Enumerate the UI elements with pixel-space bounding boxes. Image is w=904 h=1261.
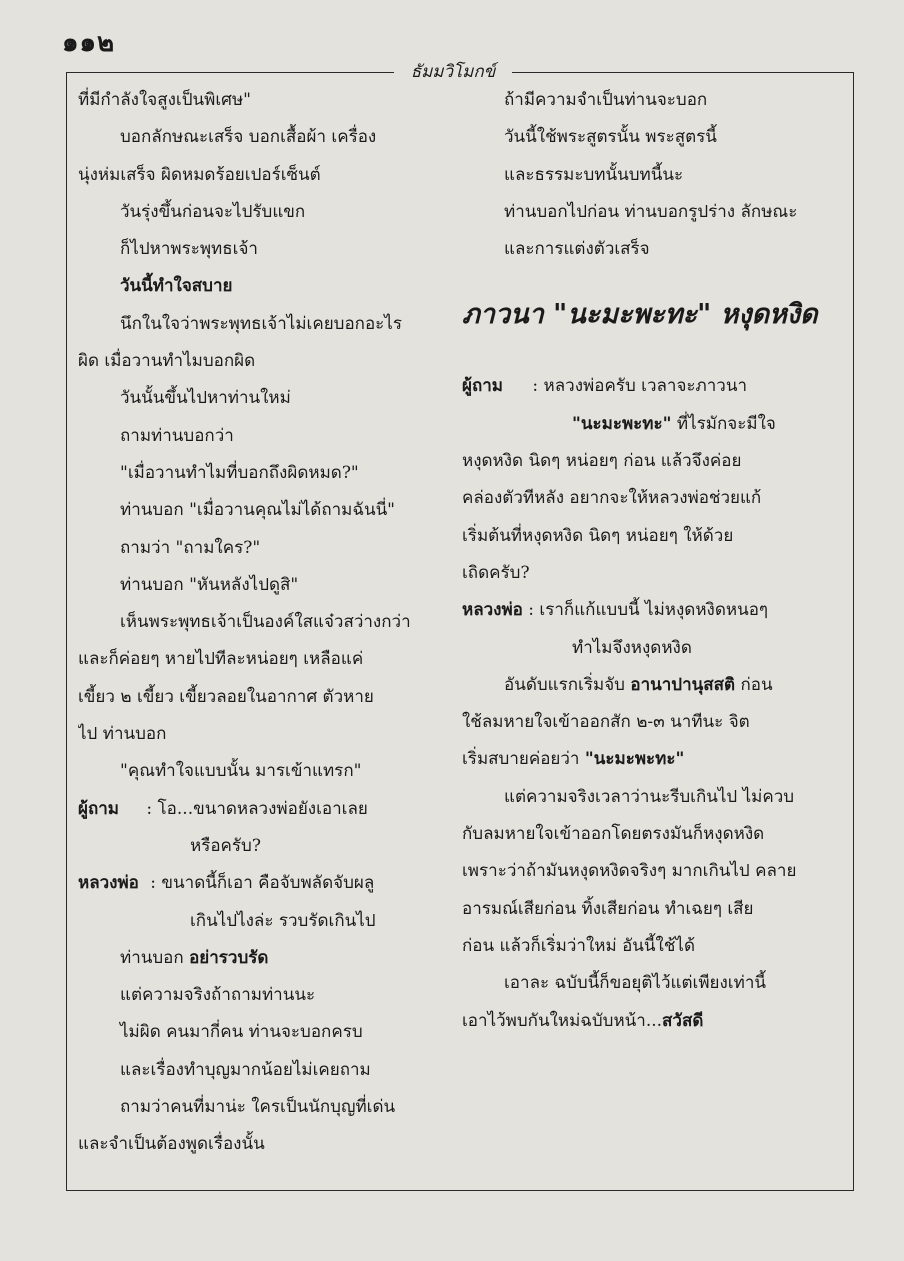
p1-suffix: ก่อน (735, 674, 773, 695)
text-line (462, 741, 822, 778)
text-line: "เมื่อวานทำไมที่บอกถึงผิดหมด?" (120, 462, 359, 483)
told-prefix: ท่านบอก (120, 947, 190, 968)
questioner-label: ผู้ถาม (462, 376, 504, 397)
text-line: ถ้ามีความจำเป็นท่านจะบอก (504, 90, 708, 110)
text-line: "คุณทำใจแบบนั้น มารเข้าแทรก" (120, 761, 362, 782)
text-line: และก็ค่อยๆ หายไปทีละหน่อยๆ เหลือแค่ (78, 649, 364, 670)
told-bold: อย่ารวบรัด (189, 947, 269, 968)
section-title: ภาวนา "นะมะพะทะ" หงุดหงิด (462, 299, 818, 331)
left-column (78, 82, 438, 1164)
text-line: และเรื่องทำบุญมากน้อยไม่เคยถาม (120, 1059, 371, 1080)
text-line: นุ่งห่มเสร็จ ผิดหมดร้อยเปอร์เซ็นต์ (78, 164, 321, 185)
text-line (462, 667, 822, 704)
text-line: เริ่มต้นที่หงุดหงิด นิดๆ หน่อยๆ ให้ด้วย (462, 525, 734, 546)
text-line: ใช้ลมหายใจเข้าออกสัก ๒-๓ นาทีนะ จิต (462, 712, 750, 733)
text-line: ท่านบอก "หันหลังไปดูสิ" (120, 574, 299, 595)
text-line: วันนี้ใช้พระสูตรนั้น พระสูตรนี้ (504, 127, 717, 148)
text-line: และการแต่งตัวเสร็จ (504, 239, 650, 260)
mantra-bold: "นะมะพะทะ" (584, 749, 685, 770)
question-text: ที่ไรมักจะมีใจ (671, 413, 776, 434)
page-number: ๑๑๒ (62, 28, 116, 58)
text-line: ถามว่า "ถามใคร?" (120, 537, 261, 558)
closing-line (462, 1003, 822, 1040)
p1-bold: อานาปานุสสติ (630, 674, 736, 695)
text-line: แต่ความจริงเวลาว่านะรีบเกินไป ไม่ควบ (504, 786, 795, 807)
text-line: และธรรมะบทนั้นบทนี้นะ (504, 164, 684, 185)
answerer-label: หลวงพ่อ (78, 873, 139, 894)
question-text: : โอ...ขนาดหลวงพ่อยังเอาเลย (146, 798, 368, 819)
text-line: กับลมหายใจเข้าออกโดยตรงมันก็หงุดหงิด (462, 824, 765, 845)
text-line: เถิดครับ? (462, 562, 530, 583)
text-line: บอกลักษณะเสร็จ บอกเสื้อผ้า เครื่อง (120, 127, 377, 148)
right-column (462, 82, 822, 1040)
text-line: คล่องตัวทีหลัง อยากจะให้หลวงพ่อช่วยแก้ (462, 488, 762, 509)
answerer-line (462, 592, 822, 629)
p1-prefix: อันดับแรกเริ่มจับ (504, 674, 631, 695)
questioner-line (78, 791, 438, 828)
text-line: หงุดหงิด นิดๆ หน่อยๆ ก่อน แล้วจึงค่อย (462, 451, 742, 472)
text-line: และจำเป็นต้องพูดเรื่องนั้น (78, 1134, 265, 1155)
text-line: อารมณ์เสียก่อน ทิ้งเสียก่อน ทำเฉยๆ เสีย (462, 898, 754, 919)
text-line: ถามว่าคนที่มาน่ะ ใครเป็นนักบุญที่เด่น (120, 1097, 396, 1118)
text-line: ไป ท่านบอก (78, 724, 167, 745)
text-line: ผิด เมื่อวานทำไมบอกผิด (78, 351, 256, 372)
text-line: ก็ไปหาพระพุทธเจ้า (120, 239, 258, 260)
text-line: เอาละ ฉบับนี้ก็ขอยุติไว้แต่เพียงเท่านี้ (504, 973, 766, 994)
closing-bold: สวัสดี (662, 1010, 704, 1031)
text-line: ท่านบอกไปก่อน ท่านบอกรูปร่าง ลักษณะ (504, 201, 798, 222)
text-line: เห็นพระพุทธเจ้าเป็นองค์ใสแจ๋วสว่างกว่า (120, 612, 411, 633)
text-line (462, 406, 822, 443)
text-line: เพราะว่าถ้ามันหงุดหงิดจริงๆ มากเกินไป คลาย (462, 861, 797, 882)
questioner-line (462, 368, 822, 405)
text-line: วันนั้นขึ้นไปหาท่านใหม่ (120, 388, 291, 409)
text-line: ทำไมจึงหงุดหงิด (572, 637, 692, 658)
text-line: เกินไปไงล่ะ รวบรัดเกินไป (190, 910, 376, 931)
text-line: ก่อน แล้วก็เริ่มว่าใหม่ อันนี้ใช้ได้ (462, 935, 695, 956)
questioner-label: ผู้ถาม (78, 798, 120, 819)
question-text: : หลวงพ่อครับ เวลาจะภาวนา (532, 376, 748, 397)
text-line: ที่มีกำลังใจสูงเป็นพิเศษ" (78, 90, 251, 110)
answerer-line (78, 865, 438, 902)
text-line: ถามท่านบอกว่า (120, 425, 234, 446)
text-line: เขี้ยว ๒ เขี้ยว เขี้ยวลอยในอากาศ ตัวหาย (78, 686, 374, 707)
closing-prefix: เอาไว้พบกันใหม่ฉบับหน้า... (462, 1010, 663, 1031)
text-line-bold: วันนี้ทำใจสบาย (120, 276, 233, 297)
mantra-bold: "นะมะพะทะ" (572, 413, 672, 434)
answerer-label: หลวงพ่อ (462, 600, 523, 621)
running-header: ธัมมวิโมกข์ (410, 62, 496, 82)
text-line: หรือครับ? (190, 835, 261, 856)
text-line (78, 940, 438, 977)
text-line: แต่ความจริงถ้าถามท่านนะ (120, 985, 316, 1006)
answer-text: : เราก็แก้แบบนี้ ไม่หงุดหงิดหนอๆ (522, 600, 769, 621)
text-line: นึกในใจว่าพระพุทธเจ้าไม่เคยบอกอะไร (120, 313, 402, 334)
p1-line3-prefix: เริ่มสบายค่อยว่า (462, 749, 585, 770)
text-line: วันรุ่งขึ้นก่อนจะไปรับแขก (120, 201, 306, 222)
answer-text: : ขนาดนี้ก็เอา คือจับพลัดจับผลู (150, 873, 375, 894)
text-line: ไม่ผิด คนมากี่คน ท่านจะบอกครบ (120, 1022, 363, 1043)
spacer (462, 350, 822, 368)
text-line: ท่านบอก "เมื่อวานคุณไม่ได้ถามฉันนี่" (120, 500, 396, 521)
